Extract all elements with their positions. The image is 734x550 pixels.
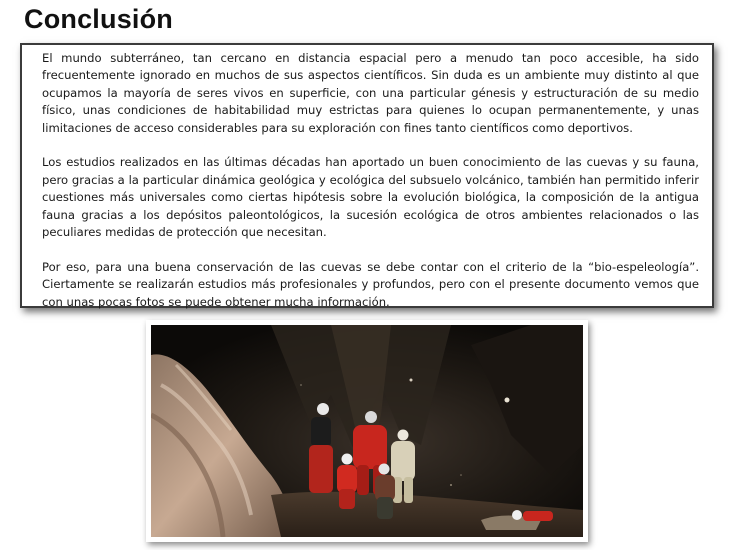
paragraph-1: El mundo subterráneo, tan cercano en distancia espacial pero a menudo tan poco accesible, ha sido frecuentemente ignorado en muchos de sus aspectos científicos. Sin duda es un ambiente muy distinto al que ocupamos la mayoría de seres vivos en superficie, con una particular génesis y estructuración de su medio físico, unas condiciones de habitabilidad muy estrictas para quienes lo ocupan permanentemente, y unas limitaciones de acceso considerables para su exploración con fines tanto científicos como deportivos.: [42, 51, 699, 135]
conclusion-text-box: [20, 43, 714, 308]
slide-title: Conclusión: [24, 4, 173, 34]
paragraph-2: Los estudios realizados en las últimas décadas han aportado un buen conocimiento de las cuevas y su fauna, pero gracias a la particular dinámica geológica y ecológica del subsuelo volcánico, también han permitido inferir cuestiones más universales como ciertas hipótesis sobre la evolución biológica, la composición de la antigua fauna gracias a los depósitos paleontológicos, la sucesión ecológica de otros ambientes relacionados o las peculiares medidas de protección que necesitan.: [42, 155, 699, 240]
cave-photo: [151, 325, 583, 537]
cave-photo-frame: [146, 320, 588, 542]
paragraph-3: Por eso, para una buena conservación de las cuevas se debe contar con el criterio de la “bio-espeleología”. Ciertamente se realizarán estudios más profesionales y profundos, pero con el presente documento vemos que con unas pocas fotos se puede obtener mucha información.: [42, 259, 699, 309]
